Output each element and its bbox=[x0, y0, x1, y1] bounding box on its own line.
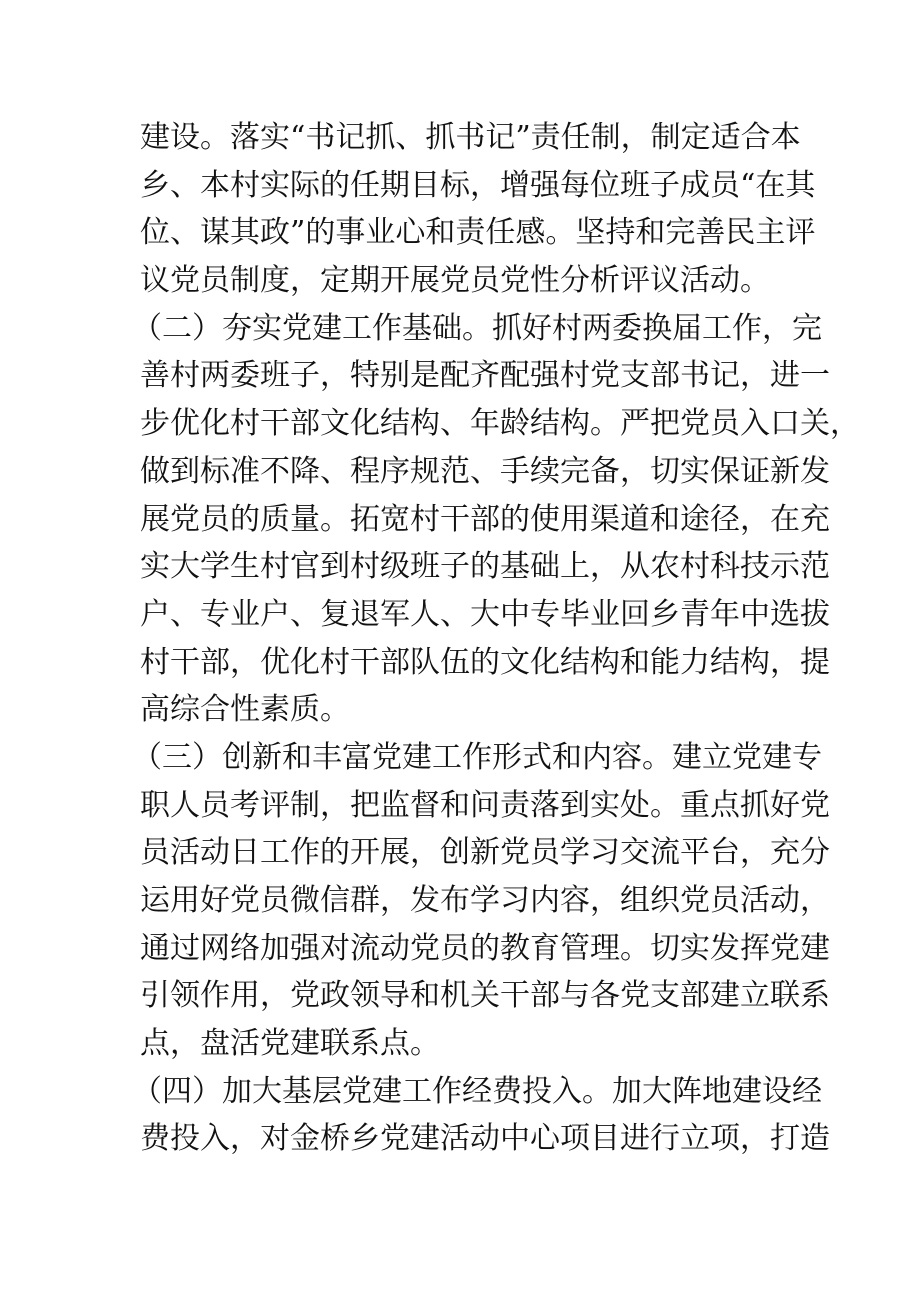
text-line: 议党员制度，定期开展党员党性分析评议活动。 bbox=[140, 263, 770, 299]
text-line: 户、专业户、复退军人、大中专毕业回乡青年中选拔 bbox=[140, 596, 830, 632]
text-line: 做到标准不降、程序规范、手续完备，切实保证新发 bbox=[140, 453, 830, 489]
text-line: 实大学生村官到村级班子的基础上，从农村科技示范 bbox=[140, 549, 830, 585]
section-heading-line: （四）加大基层党建工作经费投入。加大阵地建设经 bbox=[132, 1073, 822, 1109]
section-heading-line: （三）创新和丰富党建工作形式和内容。建立党建专 bbox=[132, 739, 822, 775]
text-line: 运用好党员微信群，发布学习内容，组织党员活动， bbox=[140, 883, 830, 918]
text-line: 位、谋其政”的事业心和责任感。坚持和完善民主评 bbox=[140, 215, 816, 251]
document-body bbox=[132, 114, 860, 1163]
text-line: 建设。落实“书记抓、抓书记”责任制，制定适合本 bbox=[140, 120, 801, 155]
text-line: 步优化村干部文化结构、年龄结构。严把党员入口关， bbox=[140, 406, 860, 442]
text-line: 职人员考评制，把监督和问责落到实处。重点抓好党 bbox=[140, 787, 830, 823]
section-heading-line: （二）夯实党建工作基础。抓好村两委换届工作，完 bbox=[132, 310, 822, 346]
text-line: 村干部，优化村干部队伍的文化结构和能力结构，提 bbox=[140, 644, 830, 680]
text-line: 高综合性素质。 bbox=[140, 692, 350, 728]
text-line: 展党员的质量。拓宽村干部的使用渠道和途径，在充 bbox=[140, 501, 830, 537]
text-line: 乡、本村实际的任期目标，增强每位班子成员“在其 bbox=[140, 167, 816, 203]
text-line: 通过网络加强对流动党员的教育管理。切实发挥党建 bbox=[140, 930, 830, 966]
text-line: 员活动日工作的开展，创新党员学习交流平台，充分 bbox=[140, 835, 830, 871]
text-line: 费投入，对金桥乡党建活动中心项目进行立项，打造 bbox=[140, 1121, 830, 1157]
text-line: 引领作用，党政领导和机关干部与各党支部建立联系 bbox=[140, 978, 830, 1014]
text-line: 善村两委班子，特别是配齐配强村党支部书记，进一 bbox=[140, 358, 830, 394]
text-line: 点，盘活党建联系点。 bbox=[140, 1026, 440, 1062]
